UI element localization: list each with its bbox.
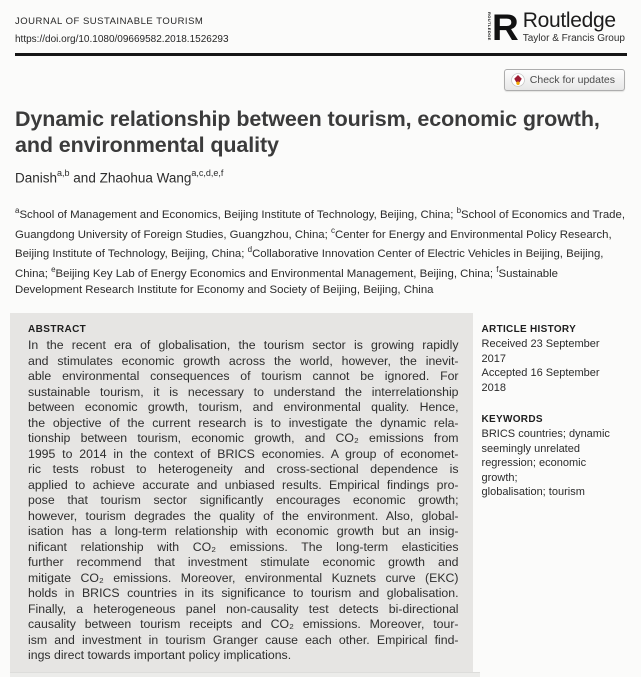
affiliation-sup: d <box>247 245 253 255</box>
taylor-francis-tagline: Taylor & Francis Group <box>522 33 625 45</box>
abstract-line: applied to achieve accurate and unbiased results. Empirical findings pro- <box>28 477 459 492</box>
abstract-line: Finally, a heterogeneous panel non-causality test detects bi-directional <box>28 601 459 616</box>
affiliation-text: School of Management and Economics, Beijing Institute of Technology, Beijing, China; <box>19 208 457 221</box>
page-header <box>15 7 627 48</box>
abstract-line: able environmental consequences of tourism cannot be ignored. For <box>28 369 459 384</box>
abstract-line: between economic growth, tourism, and environmental quality. Hence, <box>28 400 459 415</box>
affiliation-sup: b <box>456 205 462 215</box>
abstract-heading: ABSTRACT <box>28 324 87 336</box>
abstract-line: holds in BRICS countries in its significance to tourism and globalisation. <box>28 586 459 601</box>
affiliation-sup: f <box>496 265 499 275</box>
article-history-heading: ARTICLE HISTORY <box>481 324 577 336</box>
abstract-line: 1995 to 2014 in the context of BRICS economies. A group of economet- <box>28 446 459 461</box>
doi-link[interactable]: https://doi.org/10.1080/09669582.2018.1526293 <box>15 34 229 45</box>
check-updates-button[interactable] <box>504 69 625 91</box>
affiliation-text: Sustainable Development Research Institute for Economy and Society of Beijing, Beijing, China <box>15 268 558 297</box>
abstract-line: nificant relationship with CO₂ emissions. The long-term elasticities <box>28 539 459 554</box>
header-rule <box>15 53 627 56</box>
affiliation-item <box>51 265 497 281</box>
abstract-line: mitigate CO₂ emissions. Moreover, environmental Kuznets curve (EKC) <box>28 570 459 585</box>
keyword-line: growth; <box>481 471 518 484</box>
affiliation-text: School of Economics and Trade, Guangdong University of Foreign Studies, Guangzhou, China; <box>15 208 626 241</box>
keywords-heading: KEYWORDS <box>481 414 543 426</box>
abstract-line: isation has a long-term relationship with economic growth but an insig- <box>28 524 459 539</box>
abstract-line: ings direct towards important policy implications. <box>28 648 292 663</box>
next-section-edge <box>10 672 480 677</box>
abstract-line: the objective of the current research is to investigate the dynamic rela- <box>28 415 459 430</box>
author-2: Zhaohua Wang <box>99 170 192 186</box>
routledge-wordmark <box>523 10 625 44</box>
affiliation-sup: c <box>330 225 335 235</box>
abstract-line: sustainable tourism, it is necessary to understand the interrelationship <box>28 384 459 399</box>
check-updates-label: Check for updates <box>529 74 615 86</box>
keyword-line: seemingly unrelated <box>481 442 580 455</box>
routledge-r-glyph: R <box>492 7 518 48</box>
article-title: Dynamic relationship between tourism, economic growth, and environmental quality <box>15 107 600 158</box>
affiliations <box>15 203 627 298</box>
abstract-box <box>10 313 473 673</box>
author-2-affil-sup: a,c,d,e,f <box>191 168 224 179</box>
authors-connector: and <box>69 170 100 186</box>
keywords-block <box>482 414 627 500</box>
author-1-affil-sup: a,b <box>57 168 70 179</box>
article-history-block <box>482 324 627 395</box>
journal-name: JOURNAL OF SUSTAINABLE TOURISM <box>15 16 204 27</box>
crossmark-icon <box>511 73 525 87</box>
authors-line <box>15 169 627 186</box>
abstract-line: however, tourism degrades the quality of the environment. Also, global- <box>28 508 459 523</box>
abstract-line: pose that tourism sector significantly encourages economic growth; <box>28 493 459 508</box>
affiliation-sup: e <box>51 265 56 275</box>
affiliation-sup: a <box>15 205 20 215</box>
keyword-line: BRICS countries; dynamic <box>481 428 610 441</box>
abstract-line: ric tests robust to heterogeneity and cross-sectional dependence is <box>28 462 459 477</box>
abstract-line: and stimulates economic growth across the world, however, the inevit- <box>28 353 459 368</box>
abstract-line: ism and investment in tourism Granger cause each other. Empirical find- <box>28 632 459 647</box>
affiliation-text: Center for Energy and Environmental Policy Research, Beijing Institute of Technology, Beijing, China; <box>15 228 612 261</box>
routledge-logo <box>487 7 625 48</box>
article-meta-sidebar <box>482 313 627 673</box>
journal-info <box>15 10 229 45</box>
updates-row <box>15 69 627 91</box>
routledge-r-mark <box>487 7 518 48</box>
abstract-line: causality between tourism receipts and CO₂ emissions. Moreover, tour- <box>28 617 459 632</box>
abstract-line: further recommend that investment stimulate economic growth and <box>28 555 459 570</box>
abstract-and-meta <box>10 313 627 673</box>
accepted-date: Accepted 16 September 2018 <box>481 367 600 394</box>
author-1: Danish <box>15 170 58 186</box>
keywords-list <box>482 427 627 500</box>
abstract-line: In the recent era of globalisation, the tourism sector is growing rapidly <box>28 338 459 353</box>
affiliation-item <box>15 205 457 221</box>
keyword-line: globalisation; tourism <box>481 486 585 499</box>
routledge-brand-text: Routledge <box>522 9 616 32</box>
routledge-vertical-text: ROUTLEDGE <box>487 12 492 41</box>
abstract-text <box>28 338 459 664</box>
affiliation-text: Collaborative Innovation Center of Electric Vehicles in Beijing, Beijing, China; <box>15 248 604 281</box>
received-date: Received 23 September 2017 <box>481 338 600 365</box>
abstract-line: tionship between tourism, economic growth, and CO₂ emissions from <box>28 431 459 446</box>
keyword-line: regression; economic <box>481 457 587 470</box>
affiliation-text: Beijing Key Lab of Energy Economics and Environmental Management, Beijing, China; <box>55 268 497 281</box>
